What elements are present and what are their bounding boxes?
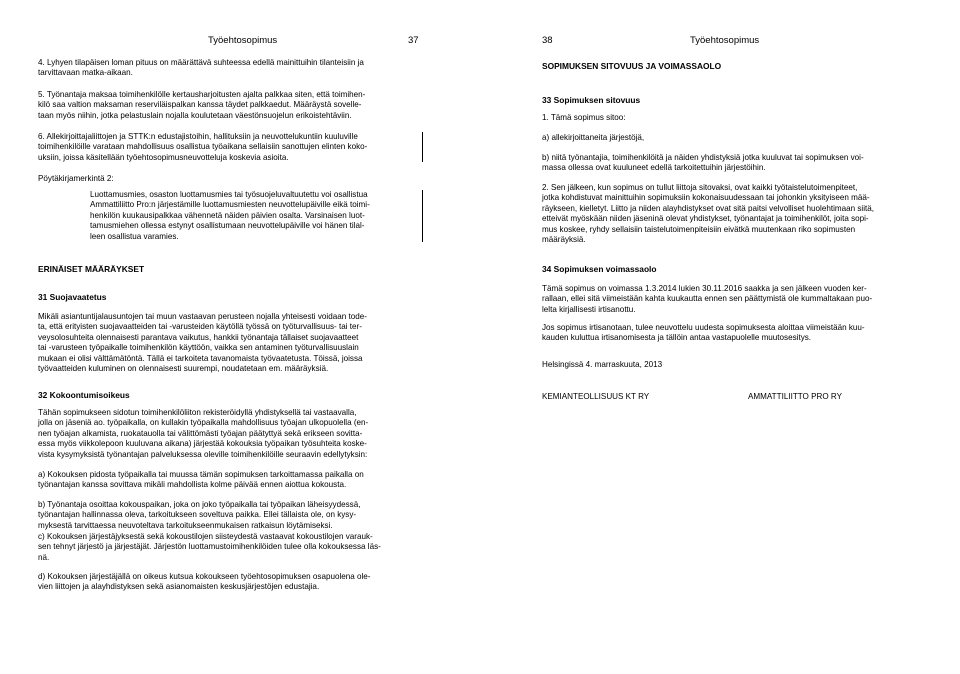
section-33-item-1: 1. Tämä sopimus sitoo: [542, 113, 626, 122]
text-line: henkilön kuukausipalkkaa vähennetä näiden päivien osalta. Varsinaisen luot- [90, 210, 365, 220]
text-line: essa myös viikkolepoon kuuluvana aikana) järjestää kokouksia työpaikan työsuhteita koske- [38, 439, 367, 449]
text-line: työvaatteiden kuluminen on olennaisesti suurempi, noudatetaan em. määräyksiä. [38, 364, 329, 374]
text-line: nä. [38, 552, 50, 562]
text-line: myksestä tarvittaessa neuvoteltava tarkoitukseenmukaisen ratkaisun löytämiseksi. [38, 520, 333, 530]
text-line: Ammattiliitto Pro:n järjestämille luottamusmiesten neuvottelupäiville eikä toimi- [90, 200, 370, 210]
text-line: nen työajan alkamista, ruokatauolla tai välittömästi työajan päätyttyä sekä erikseen sovitta- [38, 428, 363, 438]
text-line: d) Kokouksen järjestäjällä on oikeus kutsua kokoukseen työehtosopimuksen osapuolena ole- [38, 572, 371, 581]
margin-change-bar [422, 190, 423, 242]
signatory-employer: KEMIANTEOLLISUUS KT RY [542, 392, 650, 401]
text-line: työnantajan kanssa sovittava mikäli mahdollista kolme päivää ennen aiottua kokousta. [38, 480, 347, 490]
section-33-heading: 33 Sopimuksen sitovuus [542, 95, 641, 105]
margin-change-bar [422, 132, 423, 162]
text-line: 2. Sen jälkeen, kun sopimus on tullut liittoja sitovaksi, ovat kaikki työtaistelutoimenpiteet, [542, 183, 858, 192]
text-line: lelta kirjallisesti irtisanottu. [542, 304, 636, 314]
text-line: b) niitä työnantajia, toimihenkilöitä ja näiden yhdistyksiä jotka kuuluvat tai sopimuksen voi- [542, 153, 864, 162]
text-line: ta, että erityisten suojavaatteiden tai -varusteiden käytöllä työssä on työturvallisuus- tai ter- [38, 322, 362, 332]
text-line: vien liittojen ja alayhdistyksen sekä asianomaisten keskusjärjestöjen edustajia. [38, 582, 320, 592]
section-32-intro [38, 408, 368, 460]
text-line: 5. Työnantaja maksaa toimihenkilölle kertausharjoitusten ajalta palkkaa siten, että toimihen- [38, 90, 366, 99]
right-page [480, 0, 960, 674]
section-32-heading: 32 Kokoontumisoikeus [38, 390, 130, 400]
text-line: a) Kokouksen pidosta työpaikalla tai muussa tämän sopimuksen tarkoittamassa paikalla on [38, 470, 364, 479]
signatory-union: AMMATTILIITTO PRO RY [748, 392, 842, 401]
text-line: mukaan ei olisi välttämätöntä. Tällä ei tarkoiteta tavanomaista työvaatetusta. Töissä, joissa [38, 353, 363, 363]
text-line: jotka kohdistuvat mainittuihin sopimuksiin kokonaisuudessaan tai johonkin yksityiseen mää- [542, 193, 870, 203]
text-line: sen tehnyt järjestö ja järjestäjät. Järjestön luottamustoimihenkilöiden tulee olla kokouksessa läs- [38, 542, 381, 552]
text-line: mus koskee, ryhdy sellaisiin taistelutoimenpiteisiin eivätkä muutenkaan riko sopimusten [542, 224, 856, 234]
text-line: Tähän sopimukseen sidotun toimihenkilöliiton rekisteröidyllä yhdistyksellä tai vastaavalla, [38, 408, 357, 417]
section-33-item-2 [542, 183, 874, 245]
text-line: etteivät myöskään niiden jäseninä olevat yhdistykset, työnantajat ja toimihenkilöt, joita sopi- [542, 214, 869, 224]
text-line: Tämä sopimus on voimassa 1.3.2014 lukien 30.11.2016 saakka ja sen jälkeen vuoden ker- [542, 284, 867, 293]
protocol-note [90, 190, 370, 242]
section-32-item-a [38, 470, 364, 491]
left-header-title: Työehtosopimus [208, 35, 278, 46]
section-33-item-a: a) allekirjoittaneita järjestöjä, [542, 133, 645, 142]
text-line: toimihenkilöille varataan mahdollisuus osallistua työaikana sellaisiin sanottujen elinten koko- [38, 142, 368, 152]
text-line: tarvittavaan matka-aikaan. [38, 68, 133, 78]
text-line: kilö saa valtion maksaman reserviläispalkan kanssa täydet palkkaedut. Määräystä sovelle- [38, 100, 362, 110]
text-line: leen osallistua varamies. [90, 231, 179, 241]
text-line: c) Kokouksen järjestäjyksestä sekä kokoustilojen siisteydestä vastaavat kokoustilojen varauk- [38, 532, 373, 541]
text-line: tai -varusteen työpaikalle toimihenkilön käyttöön, vaikka sen antaminen työturvallisuuslain [38, 343, 359, 353]
text-line: Luottamusmies, osaston luottamusmies tai työsuojeluvaltuutettu voi osallistua [90, 190, 368, 199]
protocol-note-label: Pöytäkirjamerkintä 2: [38, 174, 114, 183]
place-and-date: Helsingissä 4. marraskuuta, 2013 [542, 360, 663, 369]
right-page-number: 38 [542, 35, 553, 46]
text-line: määräyksiä. [542, 235, 586, 245]
chapter-heading: SOPIMUKSEN SITOVUUS JA VOIMASSAOLO [542, 61, 722, 71]
item-5 [38, 90, 365, 121]
text-line: 4. Lyhyen tilapäisen loman pituus on määrättävä suhteessa edellä mainittuihin tilanteisiin ja [38, 58, 364, 67]
section-32-item-d [38, 572, 371, 593]
section-31-heading: 31 Suojavaatetus [38, 292, 107, 302]
section-34-paragraph-2 [542, 323, 865, 344]
right-header-title: Työehtosopimus [690, 35, 760, 46]
item-4 [38, 58, 364, 79]
text-line: Jos sopimus irtisanotaan, tulee neuvottelu uudesta sopimuksesta aloittaa viimeistään kuu- [542, 323, 865, 332]
misc-provisions-heading: ERINÄISET MÄÄRÄYKSET [38, 264, 145, 274]
text-line: vista kysymyksistä työnantajan palveluksessa oleville toimihenkilöille seuraavin edellytyksin: [38, 449, 368, 459]
text-line: b) Työnantaja osoittaa kokouspaikan, joka on joko työpaikalla tai työpaikan läheisyydessä, [38, 500, 361, 509]
text-line: räykseen, kielletyt. Liitto ja niiden alayhdistykset ovat sitä paitsi velvolliset huolehtimaan siitä, [542, 203, 875, 213]
item-6 [38, 132, 367, 163]
text-line: 6. Allekirjoittajaliittojen ja STTK:n edustajistoihin, hallituksiin ja neuvottelukuntiin kuuluville [38, 132, 358, 141]
section-33-item-b [542, 153, 864, 174]
text-line: uksiin, joissa käsitellään työehtosopimusneuvotteluja koskevia asioita. [38, 152, 289, 162]
section-34-heading: 34 Sopimuksen voimassaolo [542, 264, 657, 274]
text-line: tamusmiehen ollessa estynyt osallistumaan neuvottelupäiville voi hänen tilal- [90, 221, 365, 231]
text-line: työnantajan hallinnassa oleva, tarkoitukseen soveltuva paikka. Ellei tällaista ole, on kysy- [38, 510, 357, 520]
section-32-item-b [38, 500, 360, 531]
section-32-item-c [38, 532, 381, 563]
left-page-number: 37 [408, 35, 419, 46]
text-line: taan myös niihin, jotka pelastuslain nojalla koulutetaan väestönsuojelun erikoistehtäviin. [38, 110, 352, 120]
section-34-paragraph-1 [542, 284, 872, 315]
text-line: veysolosuhteita olennaisesti parantava vaikutus, hankkii työnantaja tällaiset suojavaatteet [38, 332, 359, 342]
text-line: jolla on jäseniä ao. työpaikalla, on kullakin työpaikalla mahdollisuus työajan ulkopuolella (en- [38, 418, 369, 428]
text-line: Mikäli asiantuntijalausuntojen tai muun vastaavan perusteen nojalla yhteisesti voidaan tode- [38, 312, 367, 321]
text-line: rallaan, ellei sitä viimeistään kahta kuukautta ennen sen päättymistä ole kummaltakaan puo- [542, 294, 873, 304]
section-31-text [38, 312, 367, 374]
text-line: kauden kuluttua irtisanomisesta ja tällöin antaa vastapuolelle muutosesitys. [542, 333, 812, 343]
text-line: massa ollessa ovat kuuluneet edellä tarkoitettuihin järjestöihin. [542, 163, 766, 173]
